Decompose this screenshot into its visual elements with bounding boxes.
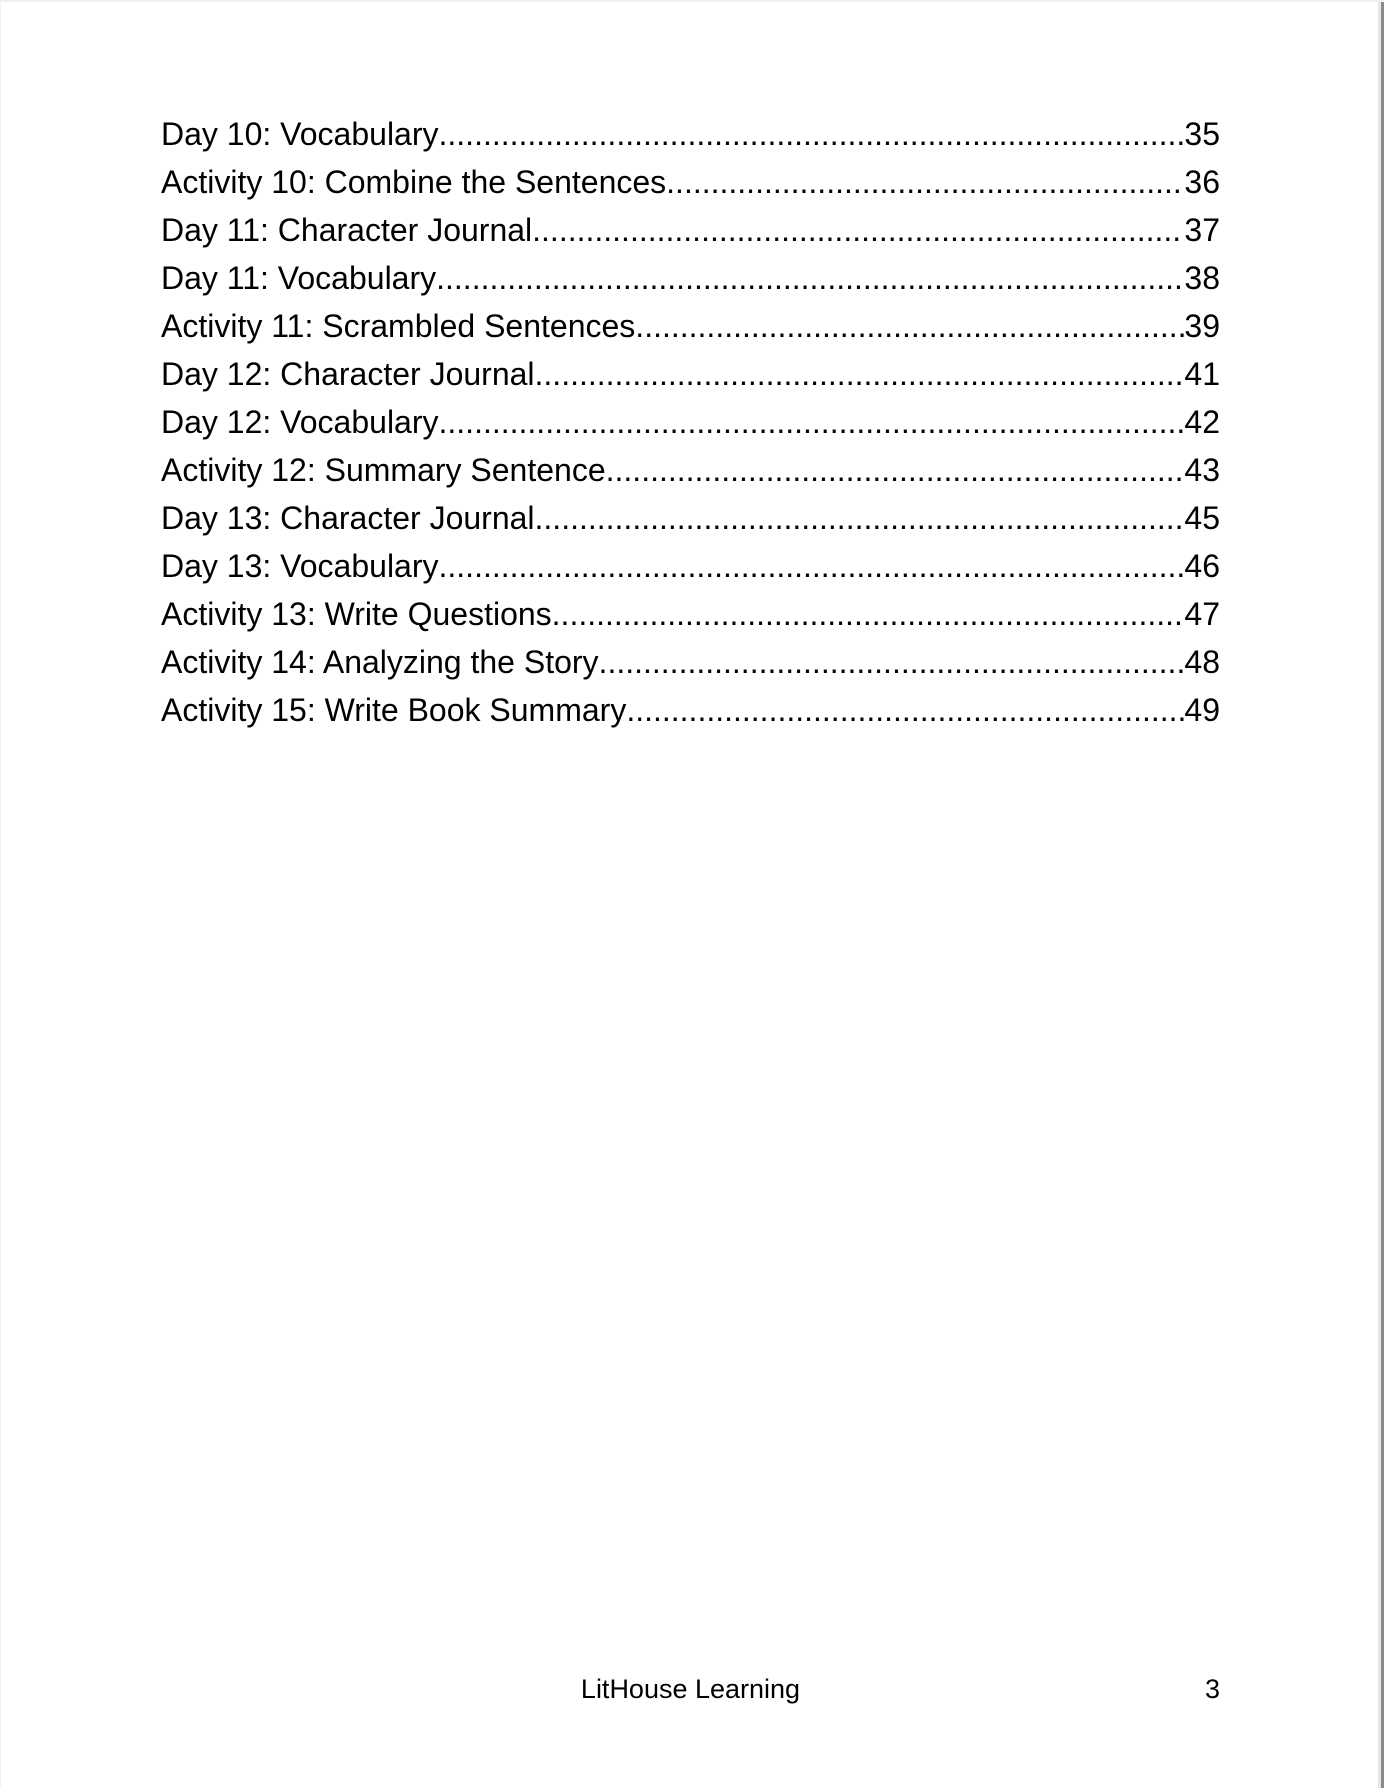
toc-entry-title: Activity 12: Summary Sentence: [161, 452, 606, 488]
table-of-contents: [161, 110, 1220, 734]
toc-dot-leader: [552, 590, 1185, 638]
toc-entry-title: Activity 13: Write Questions: [161, 596, 552, 632]
toc-entry: [161, 686, 1220, 734]
toc-entry-title: Activity 11: Scrambled Sentences: [161, 308, 636, 344]
toc-entry: [161, 206, 1220, 254]
toc-entry-title: Day 13: Vocabulary: [161, 548, 439, 584]
toc-dot-leader: [626, 686, 1184, 734]
toc-entry-page-number: 49: [1184, 692, 1220, 728]
toc-entry-title: Day 10: Vocabulary: [161, 116, 439, 152]
toc-entry-title: Day 12: Vocabulary: [161, 404, 439, 440]
toc-entry-title: Day 12: Character Journal: [161, 356, 535, 392]
toc-entry: [161, 542, 1220, 590]
toc-entry-page-number: 37: [1184, 212, 1220, 248]
toc-entry: [161, 350, 1220, 398]
toc-entry-title: Day 11: Character Journal: [161, 212, 533, 248]
toc-entry: [161, 254, 1220, 302]
toc-dot-leader: [635, 302, 1184, 350]
page-right-edge: [1378, 2, 1384, 1788]
toc-entry-page-number: 45: [1184, 500, 1220, 536]
toc-entry-page-number: 36: [1184, 164, 1220, 200]
footer-brand: LitHouse Learning: [580, 1674, 801, 1704]
toc-entry-page-number: 41: [1184, 356, 1220, 392]
toc-entry-title: Activity 14: Analyzing the Story: [161, 644, 599, 680]
toc-entry: [161, 302, 1220, 350]
toc-entry-page-number: 48: [1184, 644, 1220, 680]
toc-entry-page-number: 35: [1184, 116, 1220, 152]
toc-dot-leader: [436, 254, 1184, 302]
toc-entry-page-number: 38: [1184, 260, 1220, 296]
toc-entry: [161, 398, 1220, 446]
toc-entry-page-number: 47: [1184, 596, 1220, 632]
toc-dot-leader: [535, 494, 1185, 542]
toc-dot-leader: [535, 350, 1185, 398]
toc-entry: [161, 638, 1220, 686]
toc-dot-leader: [439, 110, 1185, 158]
toc-entry-title: Day 11: Vocabulary: [161, 260, 437, 296]
toc-entry-title: Activity 10: Combine the Sentences: [161, 164, 667, 200]
toc-dot-leader: [599, 638, 1185, 686]
page-footer: [161, 1672, 1220, 1706]
toc-dot-leader: [439, 542, 1185, 590]
toc-entry-title: Day 13: Character Journal: [161, 500, 535, 536]
toc-dot-leader: [532, 206, 1184, 254]
toc-entry-title: Activity 15: Write Book Summary: [161, 692, 627, 728]
toc-entry-page-number: 43: [1184, 452, 1220, 488]
footer-page-number: 3: [1204, 1674, 1220, 1704]
toc-dot-leader: [666, 158, 1184, 206]
toc-entry: [161, 590, 1220, 638]
toc-entry: [161, 494, 1220, 542]
toc-entry-page-number: 46: [1184, 548, 1220, 584]
toc-entry: [161, 110, 1220, 158]
toc-entry: [161, 446, 1220, 494]
toc-entry-page-number: 39: [1184, 308, 1220, 344]
toc-dot-leader: [606, 446, 1185, 494]
toc-dot-leader: [439, 398, 1185, 446]
toc-entry: [161, 158, 1220, 206]
toc-entry-page-number: 42: [1184, 404, 1220, 440]
